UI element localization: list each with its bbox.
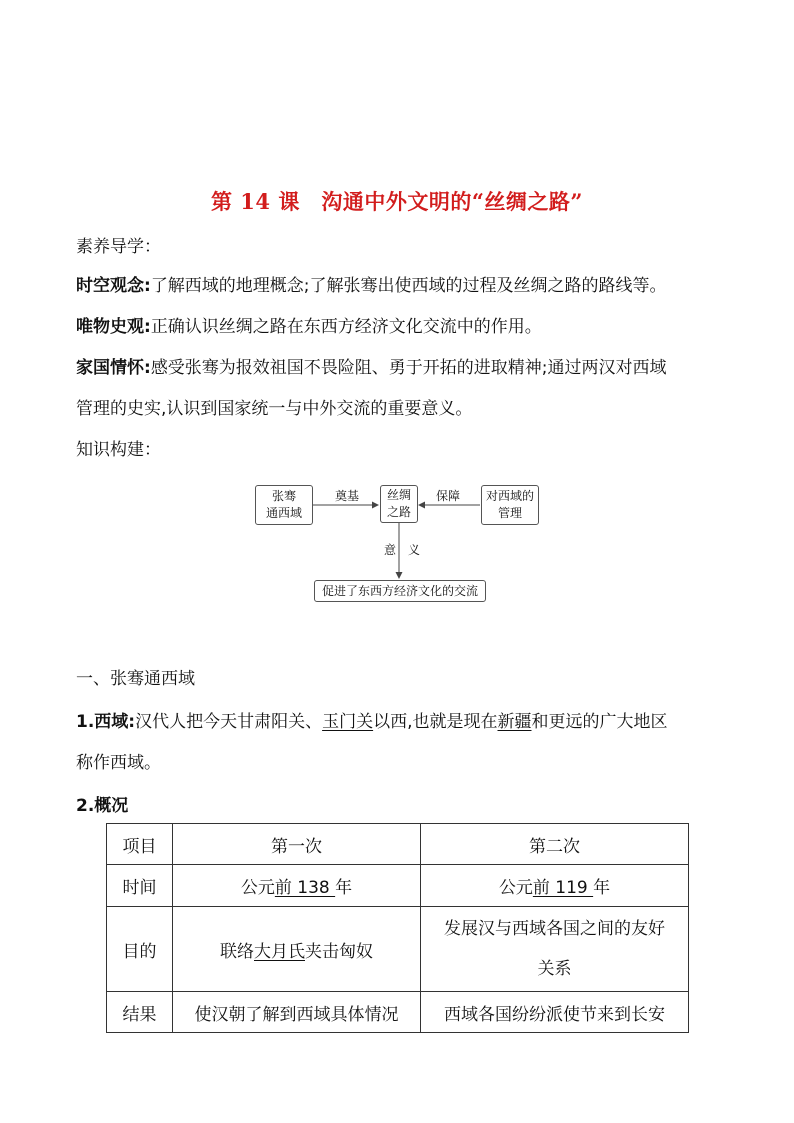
table-cell [421, 907, 689, 992]
guide-text: 正确认识丝绸之路在东西方经济文化交流中的作用。 [150, 317, 542, 337]
box-exchange: 促进了东西方经济文化的交流 [314, 580, 486, 602]
table-cell [173, 907, 421, 992]
cell-text: 公元 [498, 878, 533, 898]
guide-text: 了解西域的地理概念;了解张骞出使西域的过程及丝绸之路的路线等。 [150, 276, 667, 296]
table-header-cell: 第一次 [173, 824, 421, 865]
box-management: 对西域的 管理 [481, 485, 539, 525]
cell-text: 联络 [220, 941, 254, 962]
section-heading: 一、张骞通西域 [76, 669, 195, 689]
cell-text: 年 [335, 878, 353, 898]
edge-label-significance: 意 义 [384, 543, 421, 557]
definition-text: 和更远的广大地区 [531, 712, 668, 732]
table-row-label: 时间 [107, 865, 173, 907]
box-silk-road: 丝绸 之路 [380, 485, 418, 523]
table-row [107, 824, 689, 865]
edge-label-guarantee: 保障 [436, 489, 461, 503]
cell-text: 年 [593, 878, 611, 898]
definition-text: 以西,也就是现在 [373, 712, 498, 732]
table-cell: 使汉朝了解到西域具体情况 [173, 992, 421, 1033]
underlined-term: 前 138 [274, 878, 336, 898]
cell-text: 公元 [240, 878, 275, 898]
western-regions-definition-cont: 称作西域。 [76, 753, 161, 773]
guide-label: 家国情怀: [76, 358, 151, 378]
lesson-title: 第 14 课 沟通中外文明的“丝绸之路” [210, 189, 583, 214]
table-cell [173, 865, 421, 907]
overview-heading: 2.概况 [76, 796, 129, 816]
underlined-term: 前 119 [532, 878, 594, 898]
cell-text: 发展汉与西域各国之间的友好 [444, 919, 665, 939]
knowledge-heading: 知识构建： [76, 440, 161, 460]
guide-label: 唯物史观: [76, 317, 151, 337]
edge-label-foundation: 奠基 [335, 489, 360, 503]
cell-text: 夹击匈奴 [305, 941, 373, 962]
item-label: 1.西域: [76, 712, 136, 732]
definition-text: 汉代人把今天甘肃阳关、 [135, 712, 323, 732]
western-regions-definition [76, 711, 668, 733]
table-row-label: 结果 [107, 992, 173, 1033]
guide-text: 感受张骞为报效祖国不畏险阻、勇于开拓的进取精神;通过两汉对西域 [150, 358, 667, 378]
underlined-term: 新疆 [497, 712, 532, 732]
cell-text: 关系 [537, 959, 572, 979]
overview-table [106, 823, 689, 1033]
guide-item-patriotism-cont: 管理的史实,认识到国家统一与中外交流的重要意义。 [76, 399, 473, 419]
table-row [107, 907, 689, 992]
underlined-term: 玉门关 [322, 712, 374, 732]
table-cell [421, 865, 689, 907]
table-header-cell: 第二次 [421, 824, 689, 865]
box-zhangqian: 张骞 通西域 [255, 485, 313, 525]
underlined-term: 大月氏 [254, 941, 305, 962]
guide-heading: 素养导学： [76, 237, 161, 257]
table-cell: 西域各国纷纷派使节来到长安 [421, 992, 689, 1033]
table-header-cell: 项目 [107, 824, 173, 865]
table-row [107, 865, 689, 907]
guide-label: 时空观念: [76, 276, 151, 296]
table-row-label: 目的 [107, 907, 173, 992]
table-row [107, 992, 689, 1033]
